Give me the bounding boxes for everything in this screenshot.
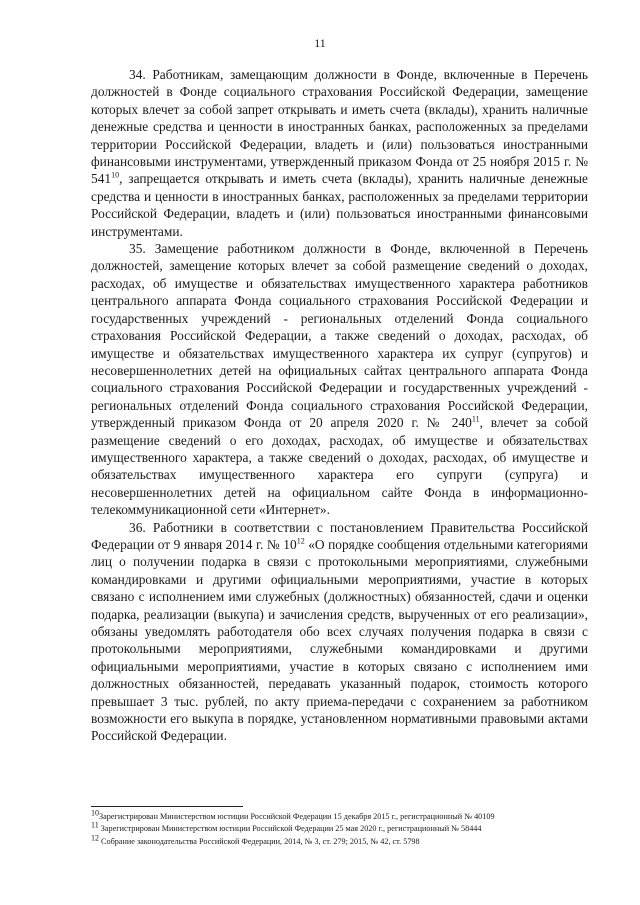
paragraph-36-text-b: «О порядке сообщения отдельными категориями лиц о получении подарка в связи с протокольными мероприятиями, служебными командировками и другими официальными мероприятиями, участие в которых связано с исполнением ими служебных (должностных) обязанностей, сдачи и оценки подарка, реализации (выкупа) и зачисления средств, вырученных от его реализации», обязаны уведомлять работодателя обо всех случаях получения подарка в связи с протокольными мероприятиями, служебными командировками и другими официальными мероприятиями, участие в которых связано с исполнением ими должностных обязанностей, передавать указанный подарок, стоимость которого превышает 3 тыс. рублей, по акту приема-передачи с сохранением за работником возможности его выкупа в порядке, установленном нормативными правовыми актами Российской Федерации. — [91, 536, 588, 744]
paragraph-34 — [91, 66, 588, 240]
body-text — [91, 66, 588, 745]
footnote-11 — [91, 820, 588, 835]
paragraph-36-text-a: 36. Работники в соответствии с постановлением Правительства Российской Федерации от 9 января 2014 г. № 10 — [91, 519, 588, 552]
paragraph-35-text-b: , влечет за собой размещение сведений о его доходах, расходах, об имуществе и обязательствах имущественного характера, а также сведений о доходах, расходах, об имуществе и обязательствах имущественного характера его супруги (супруга) и несовершеннолетних детей на официальном сайте Фонда в информационно-телекоммуникационной сети «Интернет». — [91, 415, 589, 518]
footnote-ref-11[interactable]: 11 — [471, 414, 480, 424]
paragraph-35-text-a: 35. Замещение работником должности в Фонде, включенной в Перечень должностей, замещение которых влечет за собой размещение сведений о доходах, расходах, об имуществе и обязательствах имущественного характера работников центрального аппарата Фонда социального страхования Российской Федерации и государственных учреждений - региональных отделений Фонда социального страхования Российской Федерации, а также сведений о доходах, расходах, об имуществе и обязательствах имущественного характера их супруг (супругов) и несовершеннолетних детей на официальных сайтах центрального аппарата Фонда социального страхования Российской Федерации и государственных учреждений - региональных отделений Фонда социального страхования Российской Федерации, утвержденный приказом Фонда от 20 апреля 2020 г. № 240 — [91, 241, 588, 431]
page-number: 11 — [314, 36, 326, 50]
footnote-10 — [91, 808, 588, 823]
footnote-text: Зарегистрирован Министерством юстиции Российской Федерации 15 декабря 2015 г., регистрационный № 40109 — [99, 812, 495, 821]
footnote-number: 11 — [91, 820, 99, 830]
paragraph-36 — [91, 519, 588, 745]
footnote-text: Зарегистрирован Министерством юстиции Российской Федерации 25 мая 2020 г., регистрационный № 58444 — [98, 824, 482, 834]
footnote-12 — [91, 833, 588, 848]
paragraph-34-text-b: , запрещается открывать и иметь счета (вклады), хранить наличные денежные средства и ценности в иностранных банках, расположенных за пределами территории Российской Федерации, владеть и (или) пользоваться иностранными финансовыми инструментами. — [91, 171, 588, 239]
footnotes — [91, 808, 588, 848]
footnote-text: Собрание законодательства Российской Федерации, 2014, № 3, ст. 279; 2015, № 42, ст. 5798 — [99, 836, 420, 846]
paragraph-35 — [91, 240, 588, 519]
footnote-number: 12 — [91, 833, 99, 843]
paragraph-34-text-a: 34. Работникам, замещающим должности в Фонде, включенные в Перечень должностей в Фонде социального страхования Российской Федерации, замещение которых влечет за собой запрет открывать и иметь счета (вклады), хранить наличные денежные средства и ценности в иностранных банках, расположенных за пределами территории Российской Федерации, владеть и (или) пользоваться иностранными финансовыми инструментами, утвержденный приказом Фонда от 25 ноября 2015 г. № 541 — [91, 67, 588, 187]
footnote-divider — [91, 806, 243, 807]
footnote-ref-10[interactable]: 10 — [111, 170, 120, 180]
footnote-ref-12[interactable]: 12 — [296, 536, 305, 546]
footnote-number: 10 — [91, 808, 99, 818]
